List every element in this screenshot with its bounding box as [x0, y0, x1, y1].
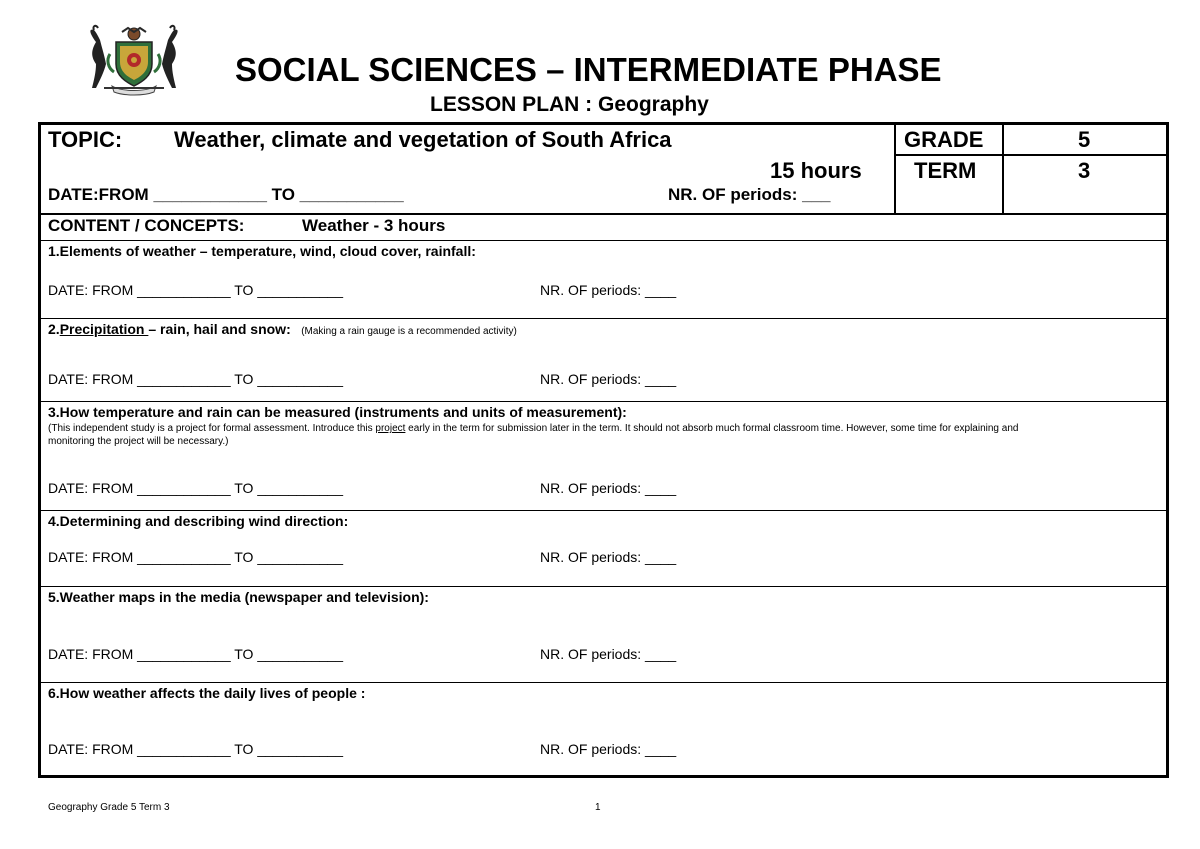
section-6-title: 6.How weather affects the daily lives of people :	[48, 685, 366, 701]
section-1-date-range: DATE: FROM ____________ TO ___________	[48, 282, 343, 298]
section-5-title: 5.Weather maps in the media (newspaper and television):	[48, 589, 429, 605]
topic-date-range: DATE:FROM ____________ TO ___________	[48, 185, 404, 204]
total-hours: 15 hours	[770, 158, 862, 183]
section-3-note-line2: monitoring the project will be necessary.)	[48, 436, 229, 447]
document-title: SOCIAL SCIENCES – INTERMEDIATE PHASE	[235, 51, 942, 88]
section-2-number: 2.	[48, 321, 60, 337]
term-value: 3	[1078, 158, 1091, 183]
section-1-title: 1.Elements of weather – temperature, wind, cloud cover, rainfall:	[48, 243, 476, 259]
topic-block-divider	[38, 213, 1169, 215]
grade-row-divider	[894, 154, 1169, 156]
section-2-title-rest: – rain, hail and snow:	[148, 321, 291, 337]
section-3-note-end: early in the term for submission later in the term. It should not absorb much formal classroom time. However, some time for explaining and	[405, 423, 1019, 434]
content-divider	[38, 240, 1169, 241]
document-subtitle: LESSON PLAN : Geography	[430, 93, 709, 116]
topic-value: Weather, climate and vegetation of South Africa	[174, 127, 672, 152]
section-5-date-range: DATE: FROM ____________ TO ___________	[48, 646, 343, 662]
coat-of-arms-icon	[82, 24, 186, 96]
content-concepts-label: CONTENT / CONCEPTS:	[48, 216, 245, 235]
section-6-date-range: DATE: FROM ____________ TO ___________	[48, 741, 343, 757]
section-6-periods: NR. OF periods: ____	[540, 741, 677, 757]
section-3-date-range: DATE: FROM ____________ TO ___________	[48, 480, 343, 496]
section-4-divider	[38, 586, 1169, 587]
topic-periods: NR. OF periods: ___	[668, 185, 831, 204]
section-1-divider	[38, 318, 1169, 319]
grade-label: GRADE	[904, 127, 984, 152]
term-label: TERM	[914, 158, 977, 183]
section-3-note-start: (This independent study is a project for formal assessment. Introduce this	[48, 423, 376, 434]
section-4-periods: NR. OF periods: ____	[540, 549, 677, 565]
section-3-note-project: project	[375, 423, 406, 434]
section-2-title	[48, 321, 517, 339]
content-concepts-value: Weather - 3 hours	[302, 216, 446, 235]
section-3-divider	[38, 510, 1169, 511]
section-4-date-range: DATE: FROM ____________ TO ___________	[48, 549, 343, 565]
grade-value-divider	[1002, 122, 1004, 214]
section-2-keyword: Precipitation	[59, 321, 149, 337]
section-5-periods: NR. OF periods: ____	[540, 646, 677, 662]
grade-value: 5	[1078, 127, 1091, 152]
section-1-periods: NR. OF periods: ____	[540, 282, 677, 298]
footer-course-info: Geography Grade 5 Term 3	[48, 802, 170, 813]
page-number: 1	[595, 802, 601, 813]
section-4-title: 4.Determining and describing wind direction:	[48, 513, 349, 529]
topic-label: TOPIC:	[48, 127, 123, 152]
section-2-periods: NR. OF periods: ____	[540, 371, 677, 387]
section-2-divider	[38, 401, 1169, 402]
section-5-divider	[38, 682, 1169, 683]
grade-column-divider	[894, 122, 896, 214]
section-2-note: (Making a rain gauge is a recommended activity)	[301, 326, 517, 337]
section-2-date-range: DATE: FROM ____________ TO ___________	[48, 371, 343, 387]
section-3-periods: NR. OF periods: ____	[540, 480, 677, 496]
section-3-note	[48, 423, 1018, 434]
section-3-title: 3.How temperature and rain can be measured (instruments and units of measurement):	[48, 404, 627, 420]
